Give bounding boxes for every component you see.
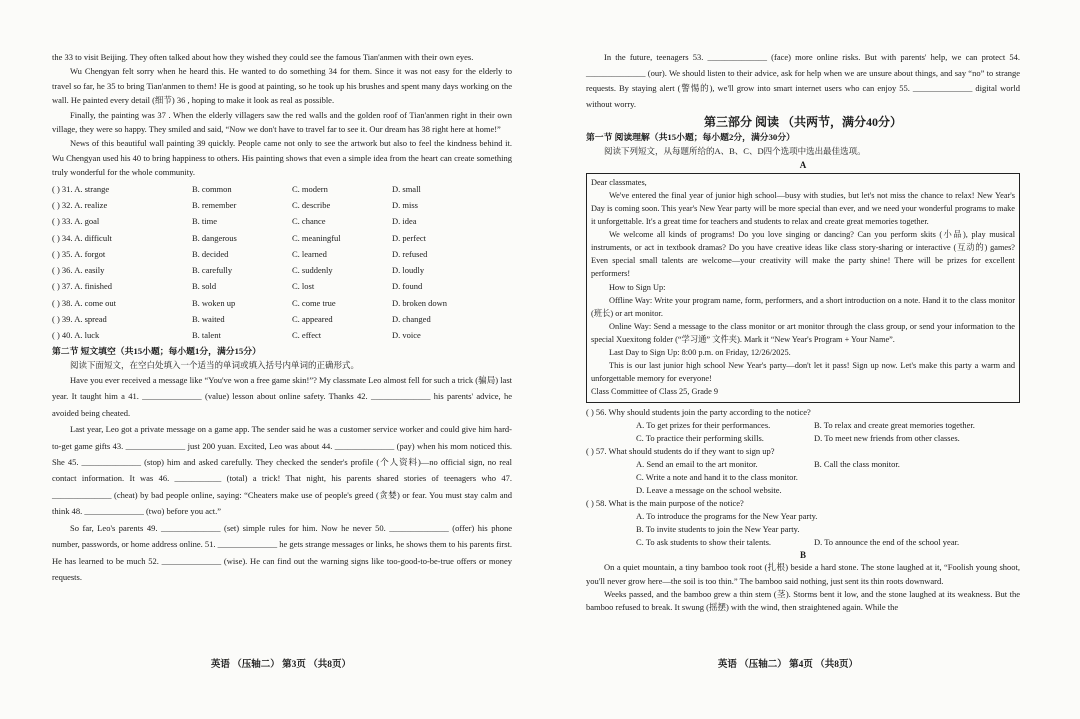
notice-signature: Class Committee of Class 25, Grade 9 (591, 387, 718, 397)
question-options: D. Leave a message on the school website. (636, 485, 782, 496)
section-instruction: 阅读下列短文，从每题所给的A、B、C、D四个选项中选出最佳选项。 (604, 146, 866, 157)
passage-paragraph: News of this beautiful wall painting 39 quickly. People came not only to see the artwork but also to feel the kindness behind it. Wu Chengyan used his 40 to bring happiness to others. His painting shows that even a simple idea from the heart can create something truly wonderful for the whole community. (52, 138, 512, 178)
option-row: ( ) 36. A. easily B. carefully C. suddenly D. loudly (52, 265, 425, 276)
passage-letter-b: B (799, 550, 806, 561)
passage-paragraph: Have you ever received a message like “You've won a free game skin!”? My classmate Leo almost fell for such a trick (骗局) last year. It taught him a 41. ______________ (value) lesson about online safety. Thanks 42. ______________ his parents' advice, he avoided being cheated. (52, 375, 512, 418)
option-row: ( ) 33. A. goal B. time C. chance D. idea (52, 216, 417, 227)
question-58: ( ) 58. What is the main purpose of the notice? (586, 498, 744, 509)
part-title: 第三部分 阅读 （共两节，满分40分） (703, 115, 902, 130)
passage-paragraph: So far, Leo's parents 49. ______________ (set) simple rules for him. Now he never 50. ______________ (offer) his phone number, passwords, or home address online. 51. ______________ he gets strange messages or links, he shows them to his parents first. He has learned to be much 52. ______________ (wise). He can find out the warning signs like too-good-to-be-true offers or money requests. (52, 522, 513, 582)
passage-paragraph: Last year, Leo got a private message on a game app. The sender said he was a customer service worker and could give him hard-to-get game gifts 43. ______________ just 200 yuan. Excited, Leo was about 44. ______________ (pay) when his mom noticed this. She 45. ______________ (stop) him and asked carefully. They checked the sender's profile (个人资料)—no official sign, no real contact information. It was 46. ___________ (total) a trick! That night, his parents shared stories of teenagers who 47. ______________ (cheat) by bad people online, saying: “Cheaters make use of people's greed (贪婪) or fear. You must stay calm and think 48. ______________ (two) before you act.” (52, 424, 512, 517)
option-row: ( ) 34. A. difficult B. dangerous C. meaningful D. perfect (52, 232, 426, 243)
passage-paragraph: Finally, the painting was 37 . When the elderly villagers saw the red walls and the golden roof of Tian'anmen right in their own village, they were so happy. They smiled and said, “Now we don't have to travel far to see it. Our dream has 38 right here at home!” (52, 109, 512, 135)
option-row: ( ) 37. A. finished B. sold C. lost D. found (52, 281, 423, 292)
section-title: 第二节 短文填空（共15小题；每小题1分，满分15分） (52, 345, 261, 356)
notice-greeting: Dear classmates, (591, 177, 647, 187)
notice-paragraph: Online Way: Send a message to the class monitor or art monitor through the class group, or send your information to the special Xuexitong folder (“学习通” 文件夹). Mark it “New Year's Program + Your Name”. (591, 321, 1015, 344)
option-row: ( ) 40. A. luck B. talent C. effect D. voice (52, 330, 421, 341)
page-left (22, 0, 540, 719)
question-options: C. Write a note and hand it to the class monitor. (636, 472, 798, 483)
notice-paragraph: We've entered the final year of junior high school—busy with studies, but let's not miss the chance to relax! New Year's Day is coming soon. This year's New Year party will be more special than ever, and we need your wonderful programs to make it unforgettable. It's a great time for teachers and students to relax and create great memories together. (591, 190, 1015, 227)
notice-paragraph: We welcome all kinds of programs! Do you love singing or dancing? Can you perform skits (小品), play musical instruments, or act in textbook dramas? Do you have creative ideas like class story-sharing or interactive (互动的) games? Even special small talents are welcome—your creativity will make the party shine! There will be prizes for excellent performers! (591, 230, 1015, 279)
notice-paragraph: Offline Way: Write your program name, form, performers, and a short introduction on a note. Hand it to the class monitor (班长) or art monitor. (591, 295, 1015, 318)
option-row: ( ) 39. A. spread B. waited C. appeared D. changed (52, 314, 431, 325)
question-57: ( ) 57. What should students do if they want to sign up? (586, 446, 775, 457)
section-title: 第一节 阅读理解（共15小题；每小题2分，满分30分） (586, 132, 795, 143)
page-right (556, 0, 1020, 719)
question-options: B. To invite students to join the New Year party. (636, 524, 800, 535)
question-56: ( ) 56. Why should students join the party according to the notice? (586, 407, 811, 418)
question-options: C. To practice their performing skills. D. To meet new friends from other classes. (636, 433, 960, 444)
notice-heading: How to Sign Up: (609, 282, 666, 292)
cloze-options (52, 181, 512, 344)
passage-paragraph: the 33 to visit Beijing. They often talked about how they wished they could see the famous Tian'anmen with their own eyes. (52, 52, 474, 62)
option-row: ( ) 35. A. forgot B. decided C. learned D. refused (52, 248, 428, 259)
section-instruction: 阅读下面短文，在空白处填入一个适当的单词或填入括号内单词的正确形式。 (70, 359, 360, 370)
option-row: ( ) 31. A. strange B. common C. modern D. small (52, 183, 421, 194)
passage-paragraph: On a quiet mountain, a tiny bamboo took root (扎根) beside a hard stone. The stone laughed at it, “Foolish young shoot, you'll never grow here—the soil is too thin.” The bamboo said nothing, just sent its thin roots downward. (586, 562, 1020, 586)
passage-paragraph: Wu Chengyan felt sorry when he heard this. He wanted to do something 34 for them. Since it was not easy for the elderly to travel so far, he 35 to bring Tian'anmen to them! He is good at painting, so he took up his brushes and spent many days working on the wall. He painted every detail (细节) 36 , hoping to make it look as real as possible. (52, 66, 512, 106)
passage-paragraph: Weeks passed, and the bamboo grew a thin stem (茎). Storms bent it low, and the stone laughed at its weakness. But the bamboo refused to break. It swung (摇摆) with the wind, then straightened again. While the (586, 588, 1020, 612)
question-options: C. To ask students to show their talents. D. To announce the end of the school year. (636, 537, 960, 548)
notice-paragraph: This is our last junior high school New Year's party—don't let it pass! Sign up now. Let's make this party a warm and unforgettable memory for everyone! (591, 361, 1015, 384)
passage-letter-a: A (799, 159, 807, 170)
notice-box (586, 173, 1020, 404)
question-options: A. To get prizes for their performances. B. To relax and create great memories together. (636, 420, 975, 431)
question-options: A. Send an email to the art monitor. B. Call the class monitor. (636, 459, 900, 470)
notice-deadline: Last Day to Sign Up: 8:00 p.m. on Friday, 12/26/2025. (609, 348, 791, 357)
question-options: A. To introduce the programs for the New Year party. (636, 511, 818, 522)
page-footer: 英语 （压轴二） 第4页 （共8页） (717, 660, 859, 670)
option-row: ( ) 32. A. realize B. remember C. describe D. miss (52, 199, 418, 210)
option-row: ( ) 38. A. come out B. woken up C. come true D. broken down (52, 297, 448, 308)
page-footer: 英语 （压轴二） 第3页 （共8页） (210, 660, 352, 670)
passage-paragraph: In the future, teenagers 53. ______________ (face) more online risks. But with parents' help, we can protect 54. ______________ (our). We should listen to their advice, ask for help when we are unsure about things, and say “no” to strange requests. By staying alert (警惕的), we'll grow into smart internet users who can enjoy 55. ______________ digital world without worry. (586, 52, 1020, 109)
